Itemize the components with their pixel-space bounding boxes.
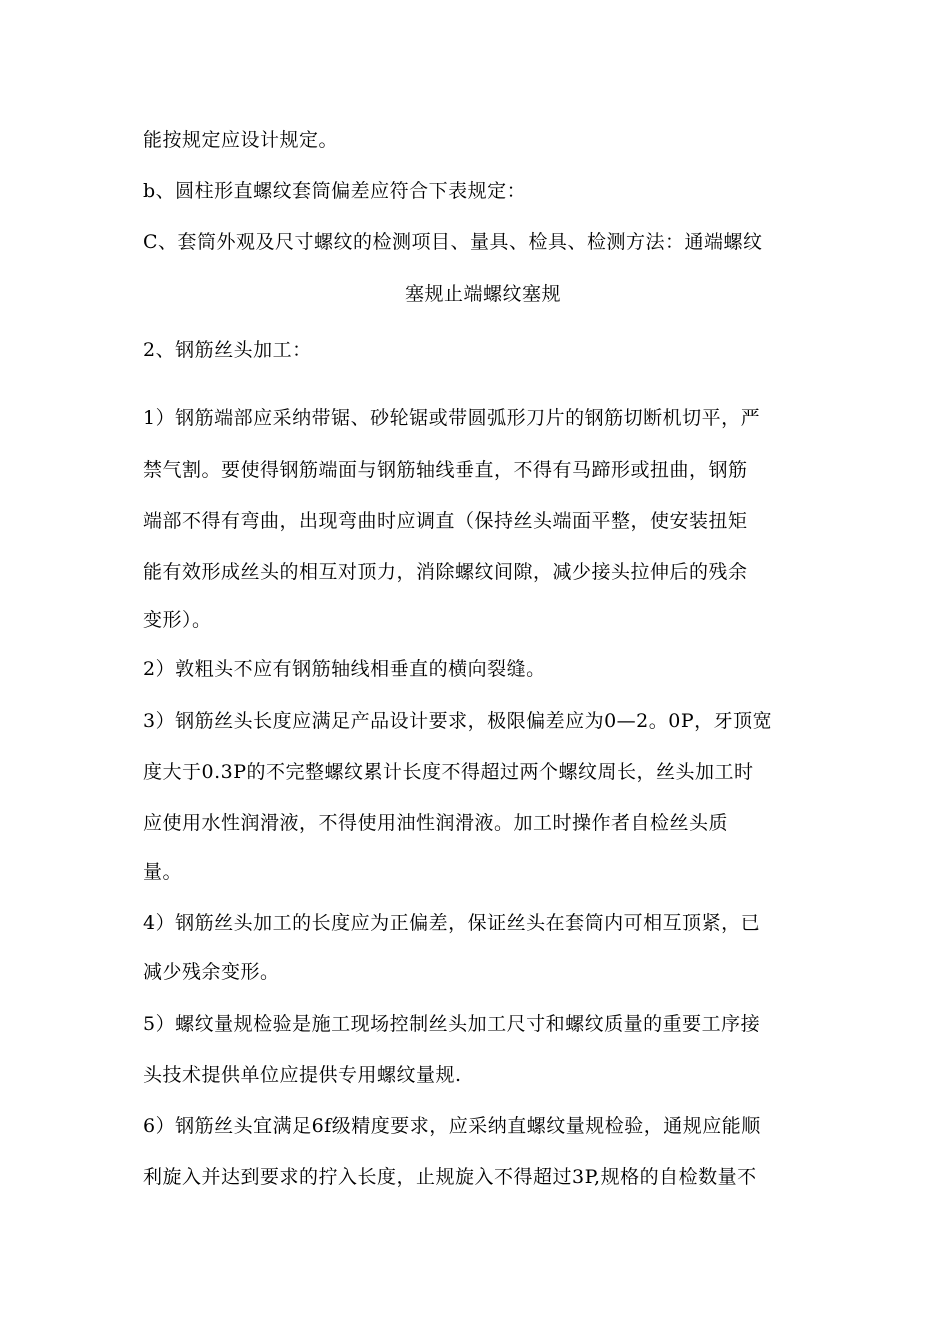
paragraph-line: 端部不得有弯曲，出现弯曲时应调直（保持丝头端面平整，使安装扭矩 [143,510,748,532]
paragraph-line: 塞规止端螺纹塞规 [404,283,561,305]
paragraph-line: b、圆柱形直螺纹套筒偏差应符合下表规定： [143,180,527,202]
paragraph-line: 能有效形成丝头的相互对顶力，消除螺纹间隙，减少接头拉伸后的残余 [143,561,748,583]
paragraph-line: 6）钢筋丝头宜满足6f级精度要求，应采纳直螺纹量规检验，通规应能顺 [143,1115,761,1137]
paragraph-line: 5）螺纹量规检验是施工现场控制丝头加工尺寸和螺纹质量的重要工序接 [143,1013,761,1035]
paragraph-line: 度大于0.3P的不完整螺纹累计长度不得超过两个螺纹周长，丝头加工时 [143,761,754,783]
paragraph-line: 能按规定应设计规定。 [143,129,339,151]
paragraph-line: 减少残余变形。 [143,961,280,983]
paragraph-line: 4）钢筋丝头加工的长度应为正偏差，保证丝头在套筒内可相互顶紧，已 [143,912,761,934]
paragraph-line: 禁气割。要使得钢筋端面与钢筋轴线垂直，不得有马蹄形或扭曲，钢筋 [143,459,748,481]
section-heading: 2、钢筋丝头加工： [143,339,312,361]
paragraph-line: 1）钢筋端部应采纳带锯、砂轮锯或带圆弧形刀片的钢筋切断机切平，严 [143,407,761,429]
paragraph-line: 变形）。 [143,609,212,631]
paragraph-line: 应使用水性润滑液，不得使用油性润滑液。加工时操作者自检丝头质 [143,812,729,834]
paragraph-line: 头技术提供单位应提供专用螺纹量规. [143,1064,462,1086]
paragraph-line: 量。 [143,861,183,883]
paragraph-line: 3）钢筋丝头长度应满足产品设计要求，极限偏差应为0—2。0P，牙顶宽 [143,710,773,732]
paragraph-line: 利旋入并达到要求的拧入长度，止规旋入不得超过3P,规格的自检数量不 [143,1166,757,1188]
paragraph-line: 2）敦粗头不应有钢筋轴线相垂直的横向裂缝。 [143,658,546,680]
paragraph-line: C、套筒外观及尺寸螺纹的检测项目、量具、检具、检测方法：通端螺纹 [143,231,763,253]
